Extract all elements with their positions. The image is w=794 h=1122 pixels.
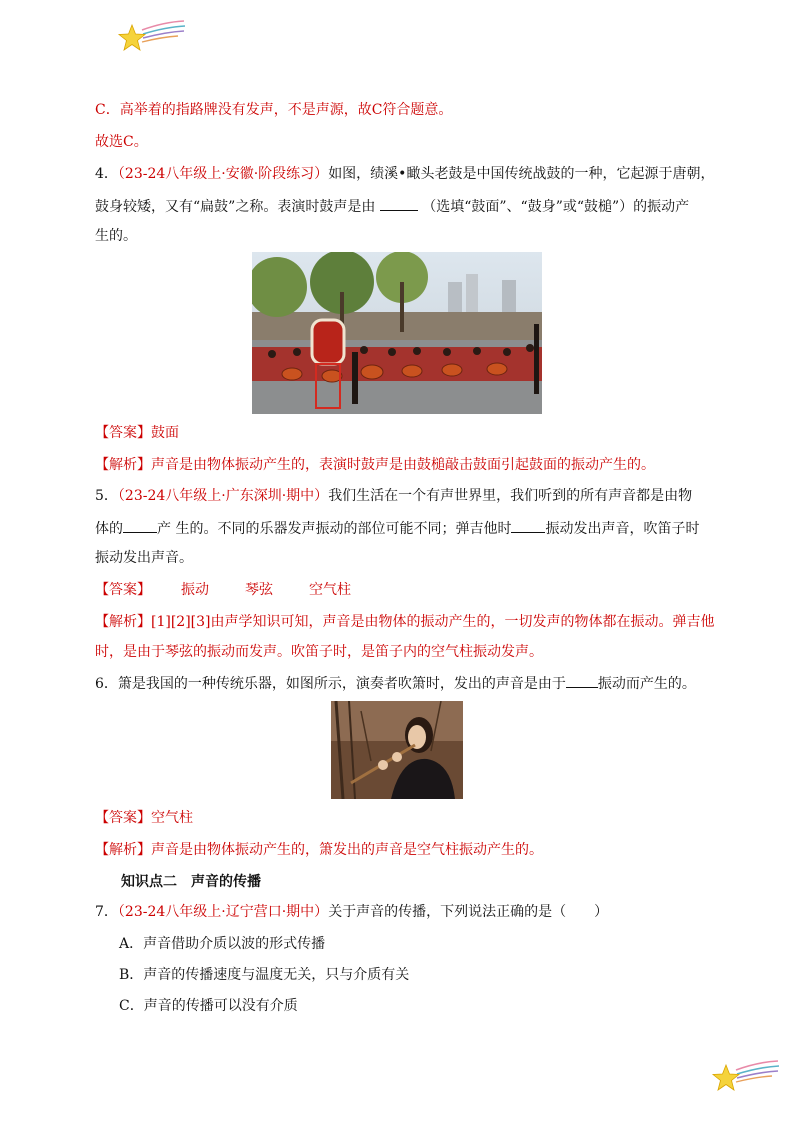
q4-number: 4． (95, 166, 118, 182)
q5-blank-1[interactable] (123, 518, 157, 533)
q3-conclusion: 故选C。 (95, 134, 148, 150)
q7-option-c[interactable]: C．声音的传播可以没有介质 (119, 998, 298, 1014)
q6-answer-value: 空气柱 (151, 810, 193, 826)
q5-answer-1: 振动 (181, 582, 209, 598)
section-heading: 知识点二 声音的传播 (121, 874, 261, 890)
q3-option-c-explanation: C．高举着的指路牌没有发声，不是声源，故C符合题意。 (95, 102, 453, 118)
q7-option-b[interactable]: B．声音的传播速度与温度无关，只与介质有关 (119, 967, 410, 983)
q7-option-a[interactable]: A．声音借助介质以波的形式传播 (119, 936, 326, 952)
q7-source: （23-24八年级上·辽宁营口·期中） (117, 904, 329, 920)
q7-number: 7． (95, 904, 118, 920)
q5-answer-2: 琴弦 (245, 582, 273, 598)
q5-answer: 【答案】 振动 琴弦 空气柱 (95, 582, 351, 598)
q5-blank-2[interactable] (511, 518, 545, 533)
q6-answer-blank[interactable] (566, 673, 598, 688)
q4-question-line1 (95, 164, 714, 184)
q4-text-line1: 如图，绩溪•瞰头老鼓是中国传统战鼓的一种，它起源于唐朝， (328, 166, 715, 182)
q5-question-line2: 体的 产 生的。不同的乐器发声振动的部位可能不同；弹吉他时 振动发出声音，吹笛子时 (95, 518, 699, 539)
q6-number: 6． (95, 676, 118, 692)
q5-answer-3: 空气柱 (309, 582, 351, 598)
q4-answer-blank[interactable] (380, 196, 418, 211)
q6-question: 6．箫是我国的一种传统乐器，如图所示，演奏者吹箫时，发出的声音是由于 振动而产生的。 (95, 673, 696, 694)
drum-performance-photo (252, 252, 542, 414)
q5-source: （23-24八年级上·广东深圳·期中） (117, 488, 329, 504)
shooting-star-top-icon (112, 16, 188, 58)
q6-analysis: 【解析】声音是由物体振动产生的，箫发出的声音是空气柱振动产生的。 (95, 842, 543, 858)
q4-question-line2: 鼓身较矮，又有“扁鼓”之称。表演时鼓声是由 （选填“鼓面”、“鼓身”或“鼓槌”）的振动产 (95, 196, 689, 217)
q4-question-line3: 生的。 (95, 228, 137, 244)
q4-analysis: 【解析】声音是由物体振动产生的，表演时鼓声是由鼓槌敲击鼓面引起鼓面的振动产生的。 (95, 457, 655, 473)
q4-answer: 【答案】鼓面 (95, 425, 179, 441)
q6-answer: 【答案】空气柱 (95, 810, 193, 826)
q7-question: 7．（23-24八年级上·辽宁营口·期中）关于声音的传播，下列说法正确的是（ ） (95, 904, 609, 920)
shooting-star-bottom-icon (706, 1056, 782, 1098)
q4-answer-value: 鼓面 (151, 425, 179, 441)
xiao-player-photo (331, 701, 463, 799)
q5-question-line1: 5．（23-24八年级上·广东深圳·期中）我们生活在一个有声世界里，我们听到的所有声音都是由物 (95, 488, 693, 504)
q5-analysis-line1: 【解析】[1][2][3]由声学知识可知，声音是由物体的振动产生的，一切发声的物体都在振动。弹吉他 (95, 614, 715, 630)
q5-number: 5． (95, 488, 118, 504)
q4-source: （23-24八年级上·安徽·阶段练习） (117, 166, 329, 182)
q5-question-line3: 振动发出声音。 (95, 550, 193, 566)
q5-analysis-line2: 时，是由于琴弦的振动而发声。吹笛子时，是笛子内的空气柱振动发声。 (95, 644, 543, 660)
